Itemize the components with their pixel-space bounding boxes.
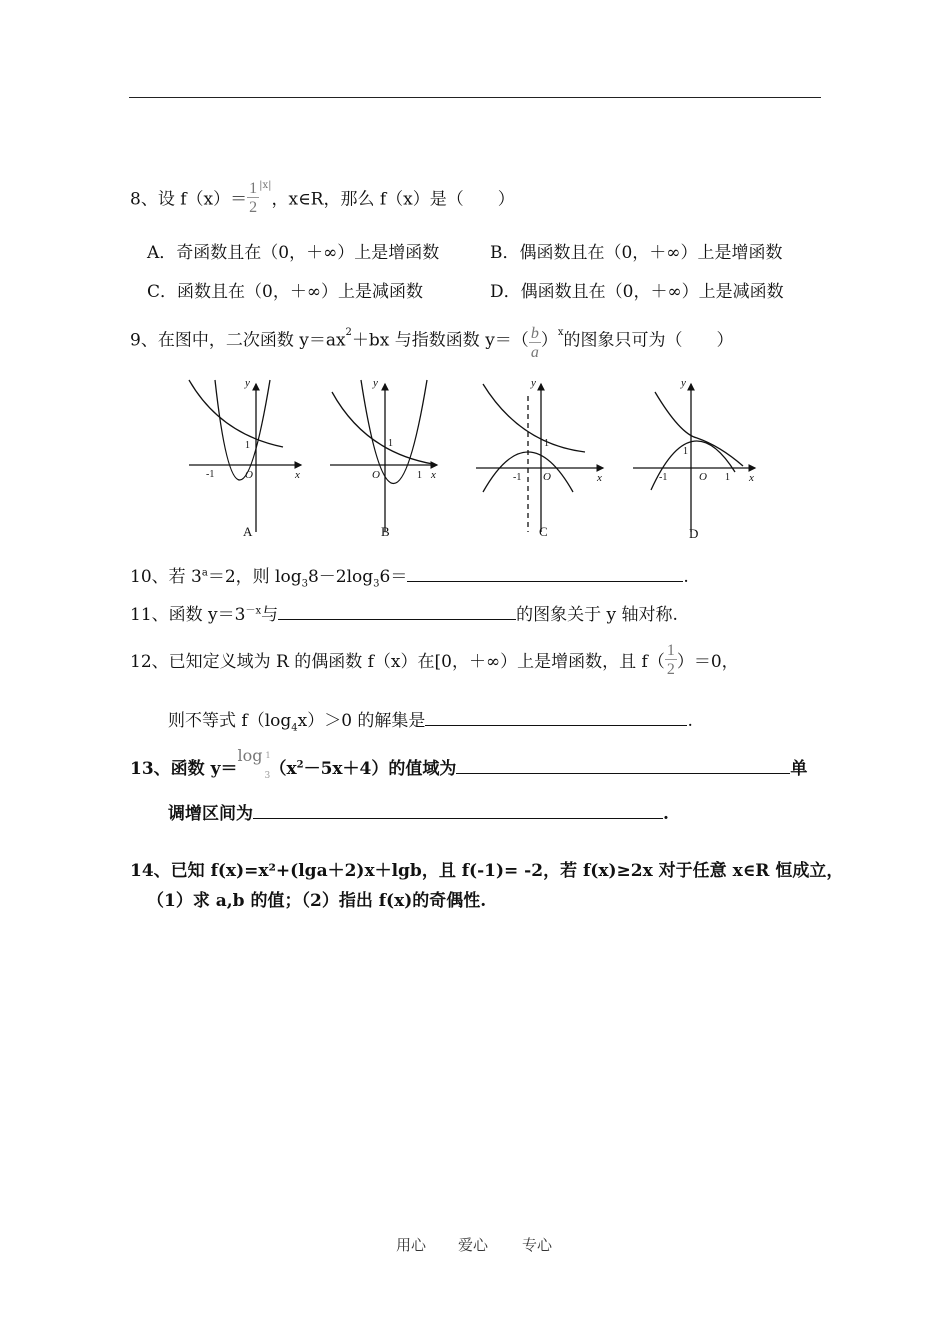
q12-prefix: 12、已知定义域为 R 的偶函数 f（x）在[0，＋∞）上是增函数，且 f（ <box>130 652 665 672</box>
graph-d <box>633 377 755 541</box>
graph-d-pos1: 1 <box>725 472 730 483</box>
graph-c-one: 1 <box>544 438 549 449</box>
q12-answer-blank[interactable] <box>425 710 687 726</box>
question-8 <box>130 176 515 220</box>
question-14-line-2: （1）求 a,b 的值；（2）指出 f(x)的奇偶性. <box>147 891 487 911</box>
graph-a-y-label: y <box>245 377 250 389</box>
question-12-line-2 <box>168 706 693 733</box>
graph-a <box>189 377 301 539</box>
q12-frac-num: 1 <box>666 642 675 659</box>
q8-option-b: B．偶函数且在（0，＋∞）上是增函数 <box>490 243 783 263</box>
q9-exponent: x <box>557 327 564 338</box>
q10-mid: ＝2，则 log <box>207 567 302 587</box>
question-13-line-2 <box>168 799 669 824</box>
q9-prefix: 9、在图中，二次函数 y＝ax <box>130 330 346 351</box>
footer-aixin: 爱心 <box>458 1236 489 1254</box>
q8-option-a: A．奇函数且在（0，＋∞）上是增函数 <box>147 243 440 263</box>
q9-suffix: 的图象只可为（ ） <box>563 330 734 351</box>
graph-c-origin: O <box>543 471 551 483</box>
q12-line2-prefix: 则不等式 f（log <box>168 711 292 731</box>
q13-tail: 单 <box>790 759 808 779</box>
graph-b-y-label: y <box>373 377 378 389</box>
q10-log-base-2: 3 <box>373 578 380 590</box>
q13-square: 2 <box>296 759 304 771</box>
graph-c-exponential-curve <box>483 384 585 452</box>
q9-square: 2 <box>345 327 352 338</box>
q10-log-base-1: 3 <box>301 578 308 590</box>
footer-zhuanxin: 专心 <box>522 1236 553 1254</box>
q13-end: . <box>663 804 669 824</box>
q13-mid2: －5x＋4）的值域为 <box>303 759 457 779</box>
graph-d-x-label: x <box>749 472 754 484</box>
q11-mid: 与 <box>261 605 279 625</box>
q10-mid2: 8－2log <box>307 567 374 587</box>
q9-mid: ＋bx 与指数函数 y＝（ <box>351 330 529 351</box>
q13-prefix: 13、函数 y＝ <box>130 759 238 779</box>
q13-base-den: 3 <box>264 771 271 781</box>
graph-b <box>330 377 437 539</box>
q11-suffix: 的图象关于 y 轴对称. <box>516 605 678 625</box>
q13-base-num: 1 <box>265 751 271 760</box>
graph-d-neg1: -1 <box>659 472 668 483</box>
graph-b-parabola <box>361 380 427 484</box>
q13-line2-label: 调增区间为 <box>168 804 253 824</box>
q13-range-blank[interactable] <box>456 758 790 774</box>
footer-yongxin: 用心 <box>396 1236 427 1254</box>
graph-a-neg1: -1 <box>206 469 215 480</box>
question-9 <box>130 316 733 362</box>
graph-b-one: 1 <box>388 438 393 449</box>
graph-c-neg1: -1 <box>513 472 522 483</box>
question-14-line-1: 14、已知 f(x)=x²+(lga＋2)x＋lgb，且 f(-1)= -2，若 f(x)≥2x 对于任意 x∈R 恒成立， <box>130 861 844 881</box>
q13-log-base-third <box>237 746 271 781</box>
graph-c-x-label: x <box>597 472 602 484</box>
q11-prefix: 11、函数 y＝3 <box>130 605 246 625</box>
question-12-line-1 <box>130 640 739 684</box>
graph-c-caption: C <box>539 524 548 539</box>
q9-frac-den: a <box>530 343 539 361</box>
graph-d-y-label: y <box>681 377 686 389</box>
q10-answer-blank[interactable] <box>407 566 683 582</box>
graph-a-one: 1 <box>245 440 250 451</box>
q10-prefix: 10、若 3 <box>130 567 202 587</box>
graph-b-x-label: x <box>431 469 436 481</box>
q8-frac-num: 1 <box>249 179 258 197</box>
graph-c-y-label: y <box>531 377 536 389</box>
q11-answer-blank[interactable] <box>278 604 516 620</box>
graph-b-pos1: 1 <box>417 470 422 481</box>
q12-frac-den: 2 <box>666 661 675 678</box>
graph-d-exponential-curve <box>655 392 743 466</box>
q8-prefix: 8、设 f（x）＝ <box>130 189 248 210</box>
q9-after: ） <box>540 330 558 351</box>
graph-d-one: 1 <box>683 446 688 457</box>
q12-suffix: ）＝0， <box>676 652 739 672</box>
graph-c <box>476 377 603 539</box>
q10-exponent: a <box>201 567 208 579</box>
graph-a-caption: A <box>243 524 253 539</box>
question-10 <box>130 562 689 589</box>
q8-option-d: D．偶函数且在（0，＋∞）上是减函数 <box>490 282 784 302</box>
q9-graphs <box>175 372 775 548</box>
q10-suffix: 6＝ <box>379 567 408 587</box>
graph-a-x-label: x <box>295 469 300 481</box>
q13-mid: （x <box>269 759 297 779</box>
q10-end: . <box>683 567 689 587</box>
question-13-line-1 <box>130 748 807 783</box>
graph-a-origin: O <box>245 469 253 481</box>
q12-line2-mid: x）＞0 的解集是 <box>297 711 426 731</box>
graph-b-origin: O <box>372 469 380 481</box>
question-11 <box>130 600 678 625</box>
q13-interval-blank[interactable] <box>253 803 663 819</box>
q8-fraction <box>247 181 259 216</box>
graph-d-origin: O <box>699 471 707 483</box>
q8-option-c: C．函数且在（0，＋∞）上是减函数 <box>147 282 423 302</box>
q8-frac-den: 2 <box>249 198 258 216</box>
q13-log: log <box>237 746 263 765</box>
q9-frac-num: b <box>530 324 539 342</box>
q12-fraction <box>665 643 677 678</box>
q8-suffix: ，x∈R，那么 f（x）是（ ） <box>271 189 515 210</box>
graph-d-caption: D <box>689 526 699 541</box>
q12-end: . <box>687 711 693 731</box>
q11-exponent: －x <box>245 605 262 617</box>
q12-log-base: 4 <box>291 722 298 734</box>
header-rule <box>129 97 821 98</box>
q8-exponent: |x| <box>259 180 272 191</box>
q9-fraction <box>529 326 541 361</box>
graph-b-caption: B <box>381 524 390 539</box>
